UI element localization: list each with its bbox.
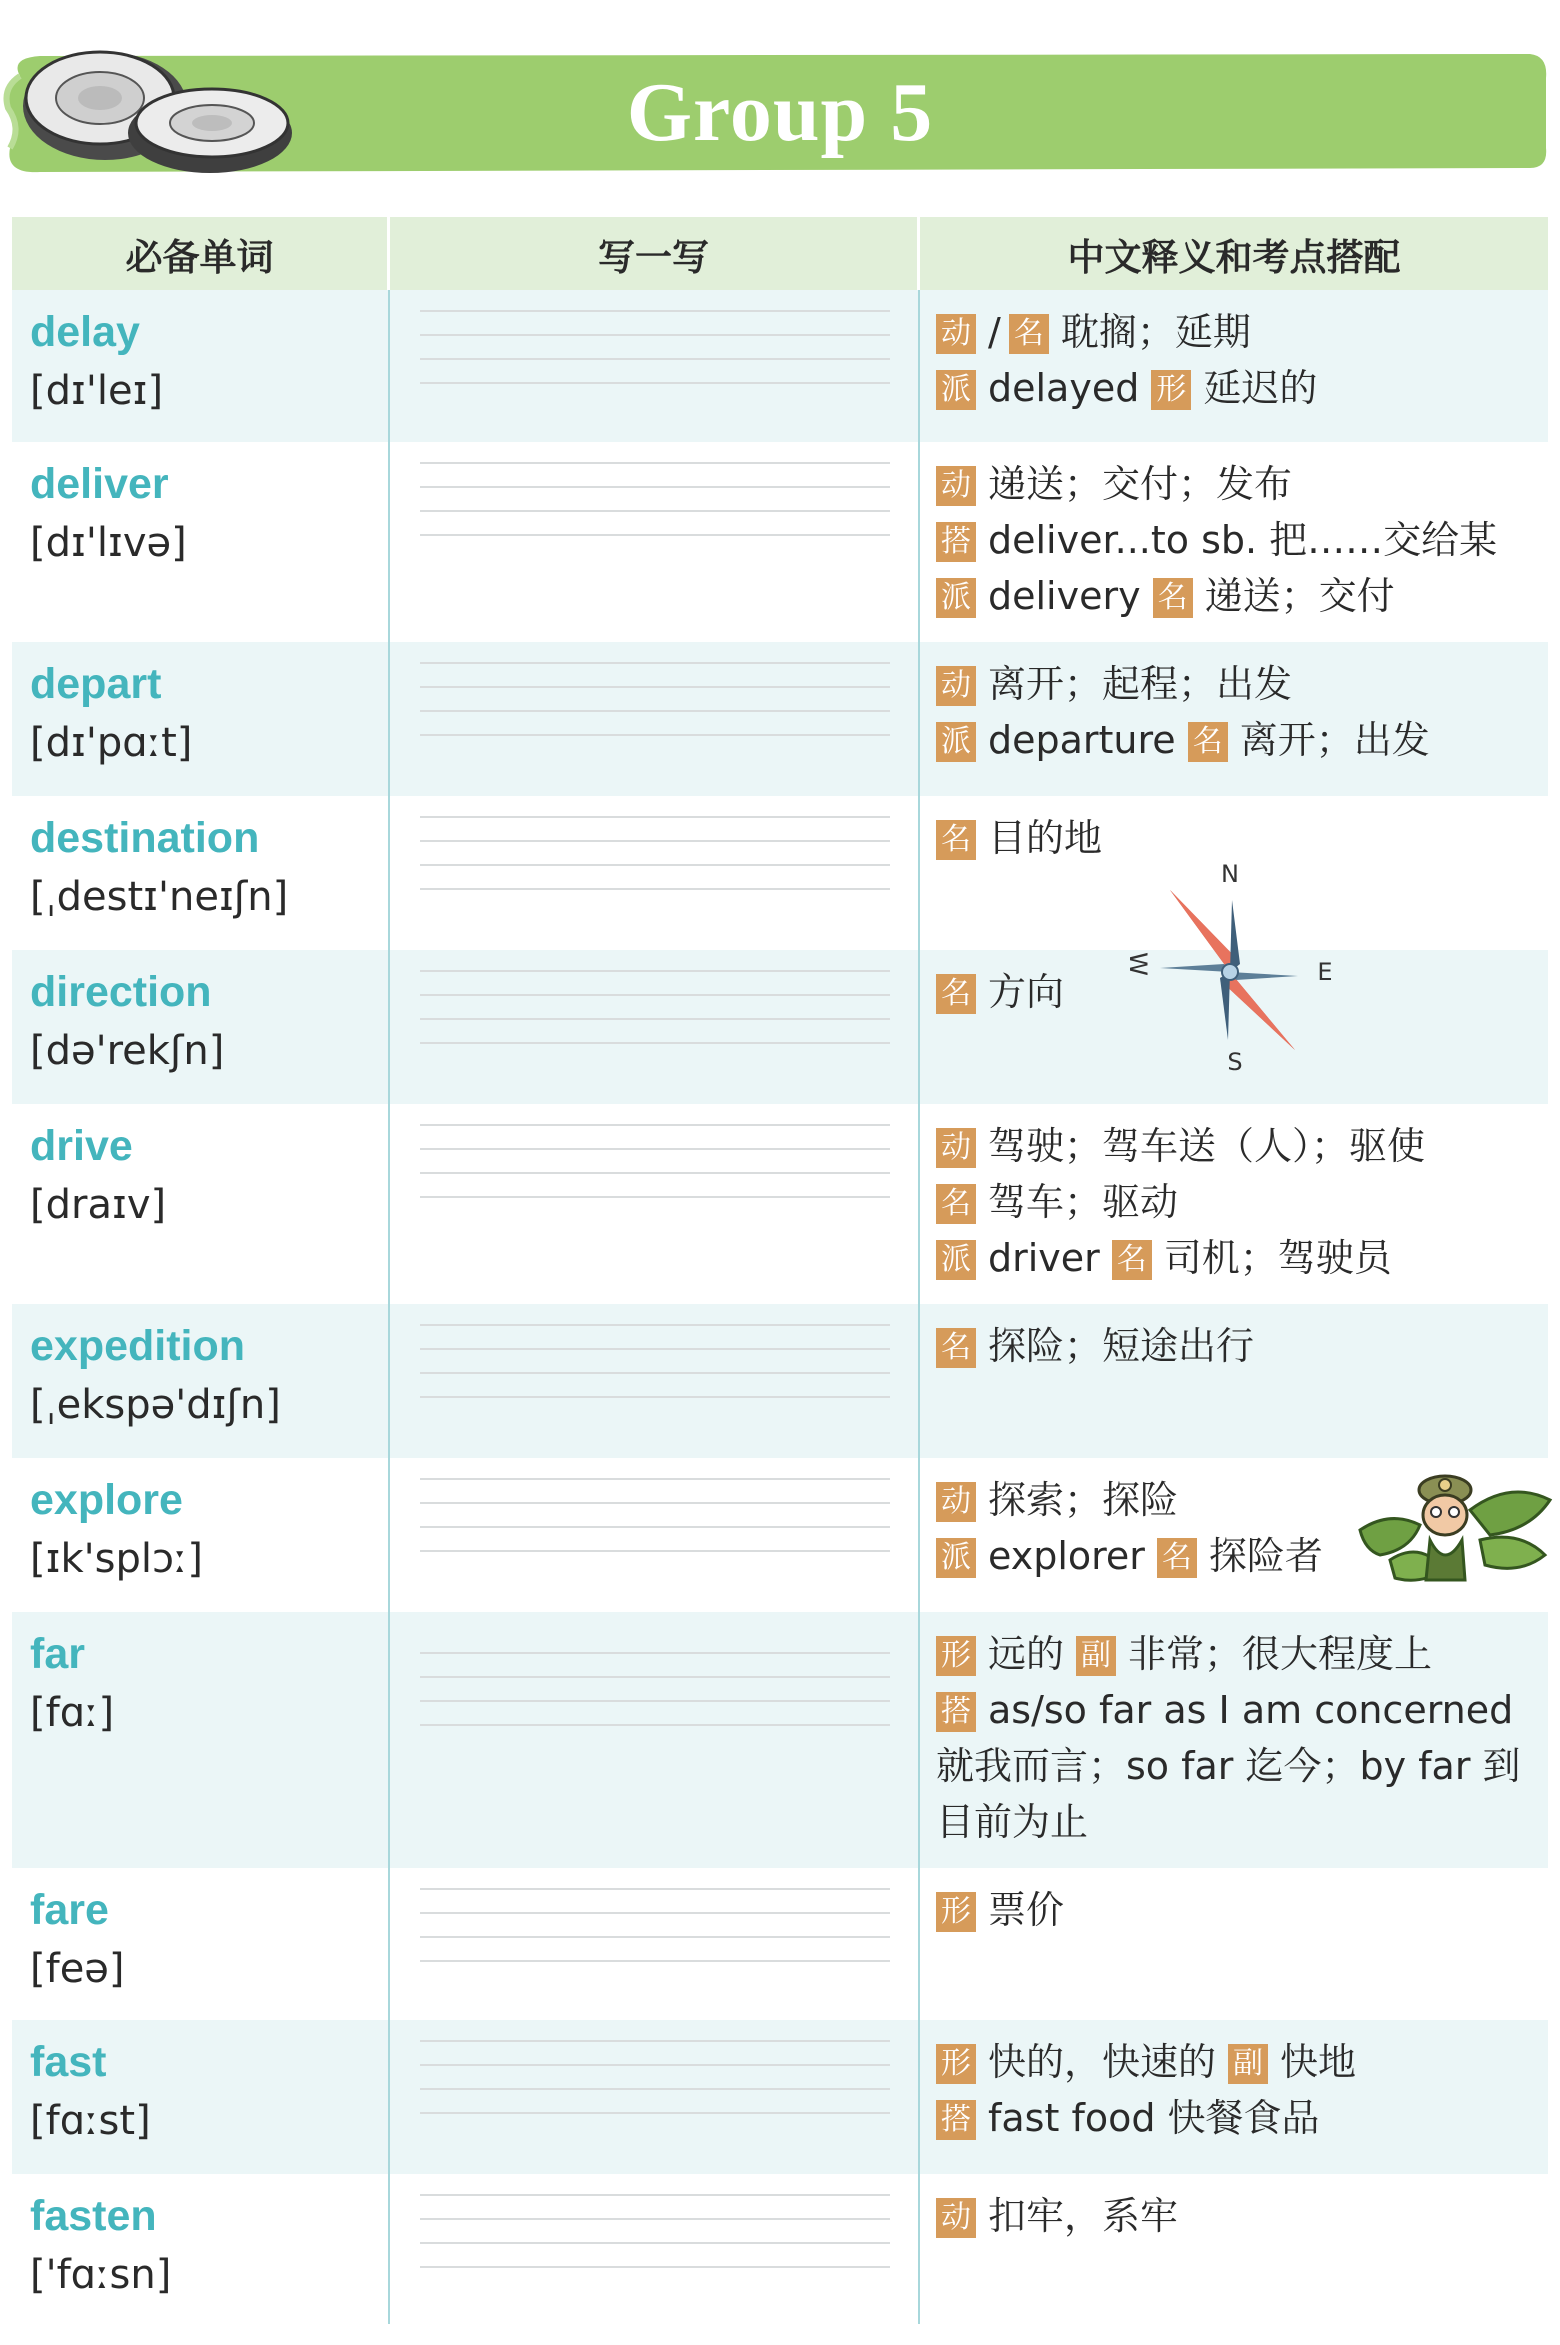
definition-text: 耽搁；延期 <box>1060 310 1251 354</box>
definition-text: 探险；短途出行 <box>988 1324 1255 1368</box>
phonetic: [də'rekʃn] <box>30 1028 225 1074</box>
writing-lines[interactable] <box>420 1652 890 1748</box>
pos-tag: 形 <box>936 1892 976 1932</box>
table-row <box>12 642 1548 796</box>
derivative-tag: 派 <box>936 722 976 762</box>
pos-tag: 副 <box>1228 2044 1268 2084</box>
definition-text: 离开；出发 <box>1239 718 1430 762</box>
pos-tag: 动 <box>936 1128 976 1168</box>
vocabulary-table <box>12 217 1548 2324</box>
definition-text: 司机；驾驶员 <box>1163 1236 1392 1280</box>
phonetic: [fɑː] <box>30 1690 115 1736</box>
writing-lines[interactable] <box>420 462 890 558</box>
pos-tag: 形 <box>1151 370 1191 410</box>
definitions <box>920 642 1548 796</box>
writing-lines[interactable] <box>420 662 890 758</box>
compass-east-label: E <box>1317 958 1333 986</box>
derivative-word: explorer <box>988 1534 1145 1578</box>
phonetic: [dɪ'lɪvə] <box>30 520 187 566</box>
word: far <box>30 1630 85 1678</box>
writing-lines[interactable] <box>420 1124 890 1220</box>
definition-text: 递送；交付 <box>1204 574 1395 618</box>
word: delay <box>30 308 140 356</box>
phonetic: [draɪv] <box>30 1182 167 1228</box>
compass-north-label: N <box>1221 860 1239 888</box>
pos-tag: 名 <box>936 1328 976 1368</box>
writing-lines[interactable] <box>420 1888 890 1984</box>
table-row <box>12 1612 1548 1868</box>
writing-lines[interactable] <box>420 2040 890 2136</box>
pos-tag: 名 <box>936 1184 976 1224</box>
pos-tag: 形 <box>936 2044 976 2084</box>
table-row <box>12 1304 1548 1458</box>
pos-tag: 动 <box>936 666 976 706</box>
table-row <box>12 1868 1548 2020</box>
pos-tag: 形 <box>936 1636 976 1676</box>
phonetic: [ˌdestɪ'neɪʃn] <box>30 874 289 920</box>
word: direction <box>30 968 212 1016</box>
phonetic: [ˌekspə'dɪʃn] <box>30 1382 281 1428</box>
definition-text: 驾驶；驾车送（人）；驱使 <box>988 1124 1426 1168</box>
page-title: Group 5 <box>626 66 934 159</box>
writing-lines[interactable] <box>420 1478 890 1574</box>
definition-text: 驾车；驱动 <box>988 1180 1179 1224</box>
derivative-tag: 派 <box>936 370 976 410</box>
table-row <box>12 1458 1548 1612</box>
definitions <box>920 1612 1548 1868</box>
phonetic: [dɪ'leɪ] <box>30 368 164 414</box>
word: explore <box>30 1476 183 1524</box>
compass-illustration <box>1120 860 1340 1080</box>
writing-lines[interactable] <box>420 310 890 406</box>
definition-text: 快的，快速的 <box>988 2040 1217 2084</box>
tires-illustration <box>0 48 320 173</box>
table-row <box>12 290 1548 442</box>
compass-west-label: W <box>1124 952 1152 976</box>
collocation-tag: 搭 <box>936 1692 976 1732</box>
header-meaning: 中文释义和考点搭配 <box>1067 235 1401 279</box>
derivative-tag: 派 <box>936 1240 976 1280</box>
definition-text: fast food 快餐食品 <box>988 2096 1320 2140</box>
explorer-illustration <box>1350 1470 1555 1590</box>
word: deliver <box>30 460 169 508</box>
definition-text: 延迟的 <box>1203 366 1318 410</box>
pos-tag: 名 <box>1112 1240 1152 1280</box>
table-header <box>12 217 1548 290</box>
derivative-tag: 派 <box>936 1538 976 1578</box>
word: depart <box>30 660 162 708</box>
derivative-word: departure <box>988 718 1176 762</box>
pos-tag: 名 <box>1188 722 1228 762</box>
phonetic: [dɪ'pɑːt] <box>30 720 193 766</box>
compass-south-label: S <box>1227 1048 1243 1076</box>
pos-tag: 名 <box>936 820 976 860</box>
word: fast <box>30 2038 107 2086</box>
word: fare <box>30 1886 109 1934</box>
phonetic: [feə] <box>30 1946 125 1992</box>
writing-lines[interactable] <box>420 970 890 1066</box>
definition-text: 非常；很大程度上 <box>1128 1632 1433 1676</box>
definitions <box>920 1304 1548 1458</box>
definitions <box>920 2174 1548 2324</box>
pos-tag: 动 <box>936 1482 976 1522</box>
definition-text: 目的地 <box>988 816 1103 860</box>
writing-lines[interactable] <box>420 816 890 912</box>
writing-lines[interactable] <box>420 2194 890 2290</box>
definition-text: 远的 <box>988 1632 1065 1676</box>
pos-tag: 副 <box>1076 1636 1116 1676</box>
definitions <box>920 2020 1548 2174</box>
definitions <box>920 1868 1548 2020</box>
pos-tag: 名 <box>936 974 976 1014</box>
definition-text: as/so far as I am concerned <box>988 1688 1514 1732</box>
definitions: 动 / 名 耽搁；延期 派 delayed 形 延迟的 <box>920 290 1548 442</box>
definition-text: 离开；起程；出发 <box>988 662 1293 706</box>
definition-text: 扣牢，系牢 <box>988 2194 1179 2238</box>
pos-tag: 名 <box>1157 1538 1197 1578</box>
banner <box>0 48 1550 178</box>
word: fasten <box>30 2192 157 2240</box>
word: destination <box>30 814 260 862</box>
definition-text: 票价 <box>988 1888 1065 1932</box>
derivative-word: delayed <box>988 366 1140 410</box>
pos-tag: 动 <box>936 2198 976 2238</box>
table-row <box>12 442 1548 642</box>
collocation-tag: 搭 <box>936 2100 976 2140</box>
pos-tag: 动 <box>936 466 976 506</box>
pos-tag: 名 <box>1009 314 1049 354</box>
definitions <box>920 442 1548 642</box>
table-row <box>12 2174 1548 2324</box>
definition-text: deliver...to sb. 把……交给某 <box>988 518 1498 562</box>
writing-lines[interactable] <box>420 1324 890 1420</box>
phonetic: [fɑːst] <box>30 2098 151 2144</box>
header-words: 必备单词 <box>12 217 390 290</box>
table-row <box>12 2020 1548 2174</box>
definition-text: 递送；交付；发布 <box>988 462 1293 506</box>
definition-text: 就我而言；so far 迄今；by far 到 <box>936 1744 1521 1788</box>
pos-tag: 动 <box>936 314 976 354</box>
definitions <box>920 1104 1548 1304</box>
definition-text: 探索；探险 <box>988 1478 1179 1522</box>
definition-text: 探险者 <box>1208 1534 1323 1578</box>
derivative-word: driver <box>988 1236 1100 1280</box>
word: expedition <box>30 1322 246 1370</box>
table-row <box>12 1104 1548 1304</box>
collocation-tag: 搭 <box>936 522 976 562</box>
definition-text: 快地 <box>1280 2040 1357 2084</box>
word: drive <box>30 1122 133 1170</box>
header-write: 写一写 <box>390 217 920 290</box>
phonetic: ['fɑːsn] <box>30 2252 172 2298</box>
definition-text: 方向 <box>988 970 1065 1014</box>
derivative-tag: 派 <box>936 578 976 618</box>
pos-tag: 名 <box>1153 578 1193 618</box>
definition-text: 目前为止 <box>936 1800 1089 1844</box>
phonetic: [ɪk'splɔː] <box>30 1536 204 1582</box>
derivative-word: delivery <box>988 574 1141 618</box>
